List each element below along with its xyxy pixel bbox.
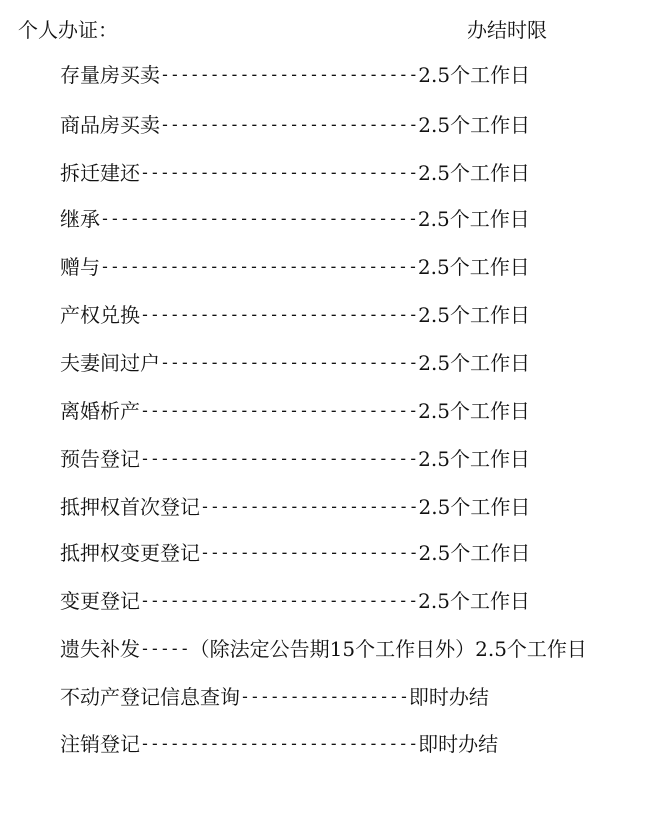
list-item bbox=[60, 350, 530, 376]
section-title: 个人办证： bbox=[18, 18, 118, 42]
item-name: 注销登记 bbox=[60, 732, 140, 756]
item-name: 不动产登记信息查询 bbox=[60, 685, 240, 709]
item-deadline: 2.5个工作日 bbox=[418, 113, 531, 137]
item-name: 拆迁建还 bbox=[60, 161, 140, 185]
item-name: 商品房买卖 bbox=[60, 113, 160, 137]
leader-dashes: ---------------------- bbox=[200, 497, 419, 516]
item-deadline: 2.5个工作日 bbox=[418, 447, 530, 471]
item-name: 遗失补发 bbox=[60, 637, 140, 661]
item-name: 产权兑换 bbox=[60, 303, 140, 327]
item-deadline: 即时办结 bbox=[418, 732, 499, 756]
list-item bbox=[60, 62, 530, 88]
leader-dashes: ---------------------- bbox=[200, 543, 419, 562]
item-deadline: 2.5个工作日 bbox=[418, 351, 531, 375]
item-deadline: 2.5个工作日 bbox=[418, 161, 530, 185]
item-name: 抵押权变更登记 bbox=[60, 541, 200, 565]
list-item bbox=[60, 588, 530, 614]
leader-dashes: ---------------------------- bbox=[140, 591, 419, 610]
leader-dashes: ----------------- bbox=[240, 687, 409, 706]
item-deadline: 即时办结 bbox=[408, 685, 489, 709]
list-item bbox=[60, 206, 530, 232]
leader-dashes: -------------------------------- bbox=[100, 209, 418, 228]
leader-dashes: -------------------------- bbox=[160, 65, 419, 84]
item-deadline: 2.5个工作日 bbox=[418, 589, 530, 613]
leader-dashes: -------------------------- bbox=[160, 115, 419, 134]
list-item bbox=[60, 112, 530, 138]
item-name: 继承 bbox=[60, 207, 100, 231]
item-deadline: （除法定公告期15个工作日外）2.5个工作日 bbox=[189, 637, 587, 661]
leader-dashes: ---------------------------- bbox=[140, 305, 419, 324]
list-item bbox=[60, 254, 530, 280]
item-name: 变更登记 bbox=[60, 589, 140, 613]
leader-dashes: -------------------------- bbox=[160, 353, 419, 372]
item-name: 抵押权首次登记 bbox=[60, 495, 200, 519]
item-name: 预告登记 bbox=[60, 447, 140, 471]
leader-dashes: ---------------------------- bbox=[140, 163, 419, 182]
leader-dashes: ---------------------------- bbox=[140, 449, 419, 468]
list-item bbox=[60, 160, 530, 186]
item-deadline: 2.5个工作日 bbox=[418, 541, 531, 565]
item-deadline: 2.5个工作日 bbox=[418, 303, 530, 327]
item-name: 夫妻间过户 bbox=[60, 351, 160, 375]
item-deadline: 2.5个工作日 bbox=[418, 63, 531, 87]
item-name: 存量房买卖 bbox=[60, 63, 160, 87]
leader-dashes: ---------------------------- bbox=[140, 734, 419, 753]
list-item bbox=[60, 446, 530, 472]
leader-dashes: -------------------------------- bbox=[100, 257, 418, 276]
item-deadline: 2.5个工作日 bbox=[418, 495, 531, 519]
leader-dashes: ----- bbox=[140, 639, 190, 658]
list-item bbox=[60, 636, 587, 662]
list-item bbox=[60, 540, 530, 566]
item-deadline: 2.5个工作日 bbox=[418, 399, 530, 423]
list-item bbox=[60, 494, 530, 520]
item-name: 离婚析产 bbox=[60, 399, 140, 423]
list-item bbox=[60, 684, 489, 710]
list-item bbox=[60, 302, 530, 328]
leader-dashes: ---------------------------- bbox=[140, 401, 419, 420]
item-deadline: 2.5个工作日 bbox=[417, 255, 530, 279]
list-item bbox=[60, 398, 530, 424]
item-name: 赠与 bbox=[60, 255, 100, 279]
column-header-deadline: 办结时限 bbox=[467, 18, 547, 42]
list-item bbox=[60, 731, 498, 757]
item-deadline: 2.5个工作日 bbox=[417, 207, 530, 231]
